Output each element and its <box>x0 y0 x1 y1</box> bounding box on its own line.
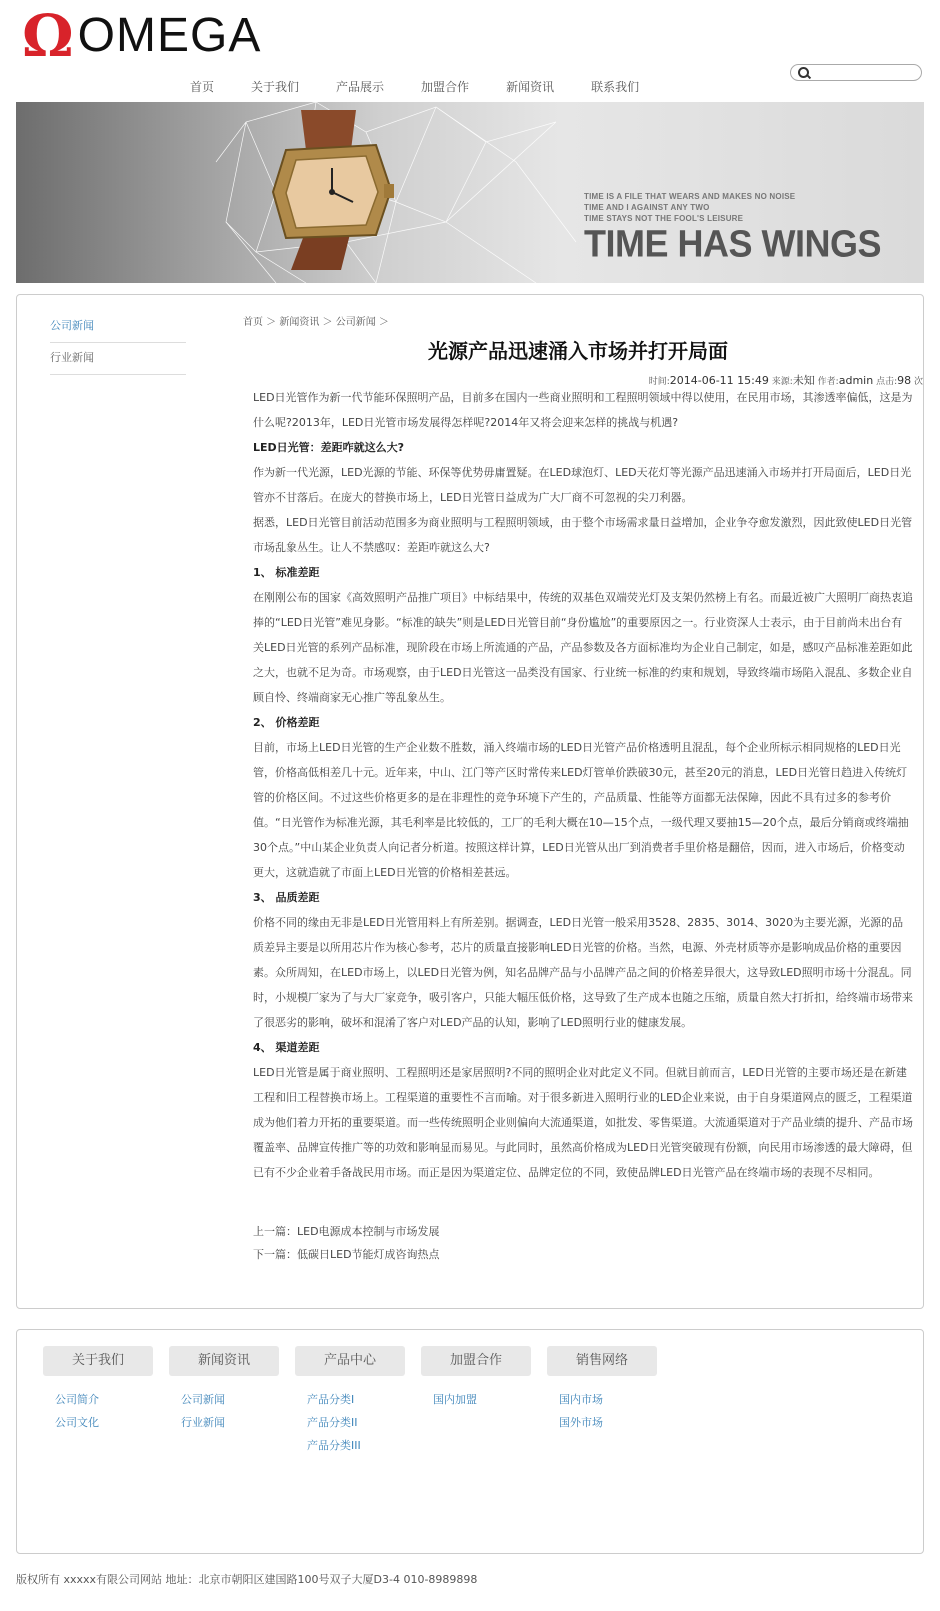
paragraph: 目前，市场上LED日光管的生产企业数不胜数，涌入终端市场的LED日光管产品价格透明且混乱，每个企业所标示相同规格的LED日光管，价格高低相差几十元。近年来，中山、江门等产区时常传来LED灯管单价跌破30元，甚至20元的消息，LED日光管日趋进入传统灯管的价格区间。不过这些价格更多的是在非理性的竞争环境下产生的，产品质量、性能等方面都无法保障，因此不具有过多的参考价值。“日光管作为标准光源，其毛利率是比较低的，工厂的毛利大概在10—15个点，一级代理又要抽15—20个点，最后分销商或终端抽30个点。”中山某企业负责人向记者分析道。按照这样计算，LED日光管从出厂到消费者手里价格是翻倍，因而，进入市场后，价格变动更大，这就造就了市面上LED日光管的价格相差甚远。 <box>253 741 909 879</box>
paragraph: 据悉，LED日光管目前活动范围多为商业照明与工程照明领域，由于整个市场需求量日益增加，企业争夺愈发激烈，因此致使LED日光管市场乱象丛生。让人不禁感叹：差距咋就这么大? <box>253 516 913 554</box>
footer-tab-news[interactable]: 新闻资讯 <box>169 1346 279 1376</box>
footer-link[interactable]: 行业新闻 <box>181 1416 225 1429</box>
prev-article-link[interactable]: LED电源成本控制与市场发展 <box>297 1225 440 1238</box>
footer-column-sales <box>547 1346 657 1434</box>
section-heading: 1、 标准差距 <box>253 566 320 579</box>
footer-tab-products[interactable]: 产品中心 <box>295 1346 405 1376</box>
search-box[interactable] <box>790 64 922 81</box>
footer-tab-sales[interactable]: 销售网络 <box>547 1346 657 1376</box>
footer-link[interactable]: 产品分类I <box>307 1393 355 1406</box>
footer-column-news <box>169 1346 279 1434</box>
copyright: 版权所有 xxxxx有限公司网站 地址：北京市朝阳区建国路100号双子大厦D3-4 010-8989898 <box>16 1573 478 1586</box>
footer-link[interactable]: 公司新闻 <box>181 1393 225 1406</box>
footer-tab-about[interactable]: 关于我们 <box>43 1346 153 1376</box>
article-time: 2014-06-11 15:49 <box>669 374 769 387</box>
banner <box>16 102 924 283</box>
watch-icon <box>261 110 411 270</box>
article-title: 光源产品迅速涌入市场并打开局面 <box>428 339 728 363</box>
article-author: admin <box>838 374 874 387</box>
prev-article: 上一篇：LED电源成本控制与市场发展 <box>253 1225 440 1238</box>
article-body <box>253 385 913 1185</box>
nav-item-home[interactable]: 首页 <box>190 80 215 94</box>
main-content <box>16 294 924 1309</box>
section-heading: 2、 价格差距 <box>253 716 320 729</box>
nav-item-contact[interactable]: 联系我们 <box>591 80 640 94</box>
article-source: 未知 <box>792 374 815 387</box>
paragraph: LED日光管作为新一代节能环保照明产品，目前多在国内一些商业照明和工程照明领域中得以使用，在民用市场，其渗透率偏低，这是为什么呢?2013年，LED日光管市场发展得怎样呢?2014年又将会迎来怎样的挑战与机遇? <box>253 391 913 429</box>
paragraph: 价格不同的缘由无非是LED日光管用料上有所差别。据调查，LED日光管一般采用3528、2835、3014、3020为主要光源，光源的品质差异主要是以所用芯片作为核心参考，芯片的质量直接影响LED日光管的价格。当然，电源、外壳材质等亦是影响成品价格的重要因素。众所周知，在LED市场上，以LED日光管为例，知名品牌产品与小品牌产品之间的价格差异很大，这导致LED照明市场十分混乱。同时，小规模厂家为了与大厂家竞争，吸引客户，只能大幅压低价格，这导致了生产成本也随之压缩，质量自然大打折扣，给终端市场带来了很恶劣的影响，破坏和混淆了客户对LED产品的认知，影响了LED照明行业的健康发展。 <box>253 916 913 1029</box>
footer-column-franchise <box>421 1346 531 1411</box>
paragraph: 作为新一代光源，LED光源的节能、环保等优势毋庸置疑。在LED球泡灯、LED天花灯等光源产品迅速涌入市场并打开局面后，LED日光管亦不甘落后。在庞大的替换市场上，LED日光管日益成为广大厂商不可忽视的尖刀利器。 <box>253 466 912 504</box>
article-meta: 时间:2014-06-11 15:49 来源:未知 作者:admin 点击:98 次 <box>648 374 923 387</box>
footer-link[interactable]: 国内加盟 <box>433 1393 477 1406</box>
footer-link[interactable]: 产品分类II <box>307 1416 358 1429</box>
footer-links <box>16 1329 924 1554</box>
logo[interactable] <box>22 2 262 70</box>
article-clicks: 98 <box>897 374 912 387</box>
search-input[interactable] <box>813 65 913 80</box>
footer-link[interactable]: 国内市场 <box>559 1393 603 1406</box>
paragraph: 在刚刚公布的国家《高效照明产品推广项目》中标结果中，传统的双基色双端荧光灯及支架仍然榜上有名。而最近被广大照明厂商热衷追捧的“LED日光管”难见身影。“标准的缺失”则是LED日光管目前“身份尴尬”的重要原因之一。行业资深人士表示，由于目前尚未出台有关LED日光管的系列产品标准，现阶段在市场上所流通的产品，产品参数及各方面标准均为企业自己制定，如是，感叹产品标准差距如此之大，也就不足为奇。市场观察，由于LED日光管这一品类没有国家、行业统一标准的约束和规划，导致终端市场陷入混乱、多数企业自顾自怜、终端商家无心推广等乱象丛生。 <box>253 591 913 704</box>
search-icon[interactable] <box>798 67 809 78</box>
footer-link[interactable]: 产品分类III <box>307 1439 361 1452</box>
next-article: 下一篇：低碳日LED节能灯成咨询热点 <box>253 1248 440 1261</box>
logo-text: OMEGA <box>77 9 262 62</box>
footer-link[interactable]: 国外市场 <box>559 1416 603 1429</box>
omega-symbol-icon: Ω <box>22 2 74 70</box>
paragraph: LED日光管是属于商业照明、工程照明还是家居照明?不同的照明企业对此定义不同。但就目前而言，LED日光管的主要市场还是在新建工程和旧工程替换市场上。工程渠道的重要性不言而喻。对于很多新进入照明行业的LED企业来说，由于自身渠道网点的匮乏，工程渠道成为他们着力开拓的重要渠道。而一些传统照明企业则偏向大流通渠道，如批发、零售渠道。大流通渠道对于产品业绩的提升、产品市场覆盖率、品牌宣传推广等的功效和影响显而易见。与此同时，虽然高价格成为LED日光管突破现有份额，向民用市场渗透的最大障碍，但已有不少企业着手备战民用市场。而正是因为渠道定位、品牌定位的不同，致使品牌LED日光管产品在终端市场的表现不尽相同。 <box>253 1066 913 1179</box>
section-heading: LED日光管：差距咋就这么大? <box>253 441 405 454</box>
footer-link[interactable]: 公司文化 <box>55 1416 99 1429</box>
footer-column-about <box>43 1346 153 1434</box>
banner-tagline: TIME IS A FILE THAT WEARS AND MAKES NO NOISE TIME AND I AGAINST ANY TWO TIME STAYS NOT THE FOOL'S LEISURE <box>584 192 796 223</box>
nav-item-news[interactable]: 新闻资讯 <box>506 80 555 94</box>
nav-item-franchise[interactable]: 加盟合作 <box>421 80 470 94</box>
nav-item-products[interactable]: 产品展示 <box>336 80 385 94</box>
section-heading: 4、 渠道差距 <box>253 1041 320 1054</box>
sidebar-item-company-news[interactable]: 公司新闻 <box>50 317 186 343</box>
footer-column-products <box>295 1346 405 1457</box>
section-heading: 3、 品质差距 <box>253 891 320 904</box>
footer-tab-franchise[interactable]: 加盟合作 <box>421 1346 531 1376</box>
banner-headline: TIME HAS WINGS <box>584 221 881 265</box>
next-article-link[interactable]: 低碳日LED节能灯成咨询热点 <box>297 1248 440 1261</box>
nav-item-about[interactable]: 关于我们 <box>251 80 300 94</box>
footer-link[interactable]: 公司简介 <box>55 1393 99 1406</box>
sidebar-item-industry-news[interactable]: 行业新闻 <box>50 349 186 375</box>
breadcrumb[interactable]: 首页 ＞ 新闻资讯 ＞ 公司新闻 ＞ <box>243 317 389 328</box>
main-nav <box>190 78 676 95</box>
